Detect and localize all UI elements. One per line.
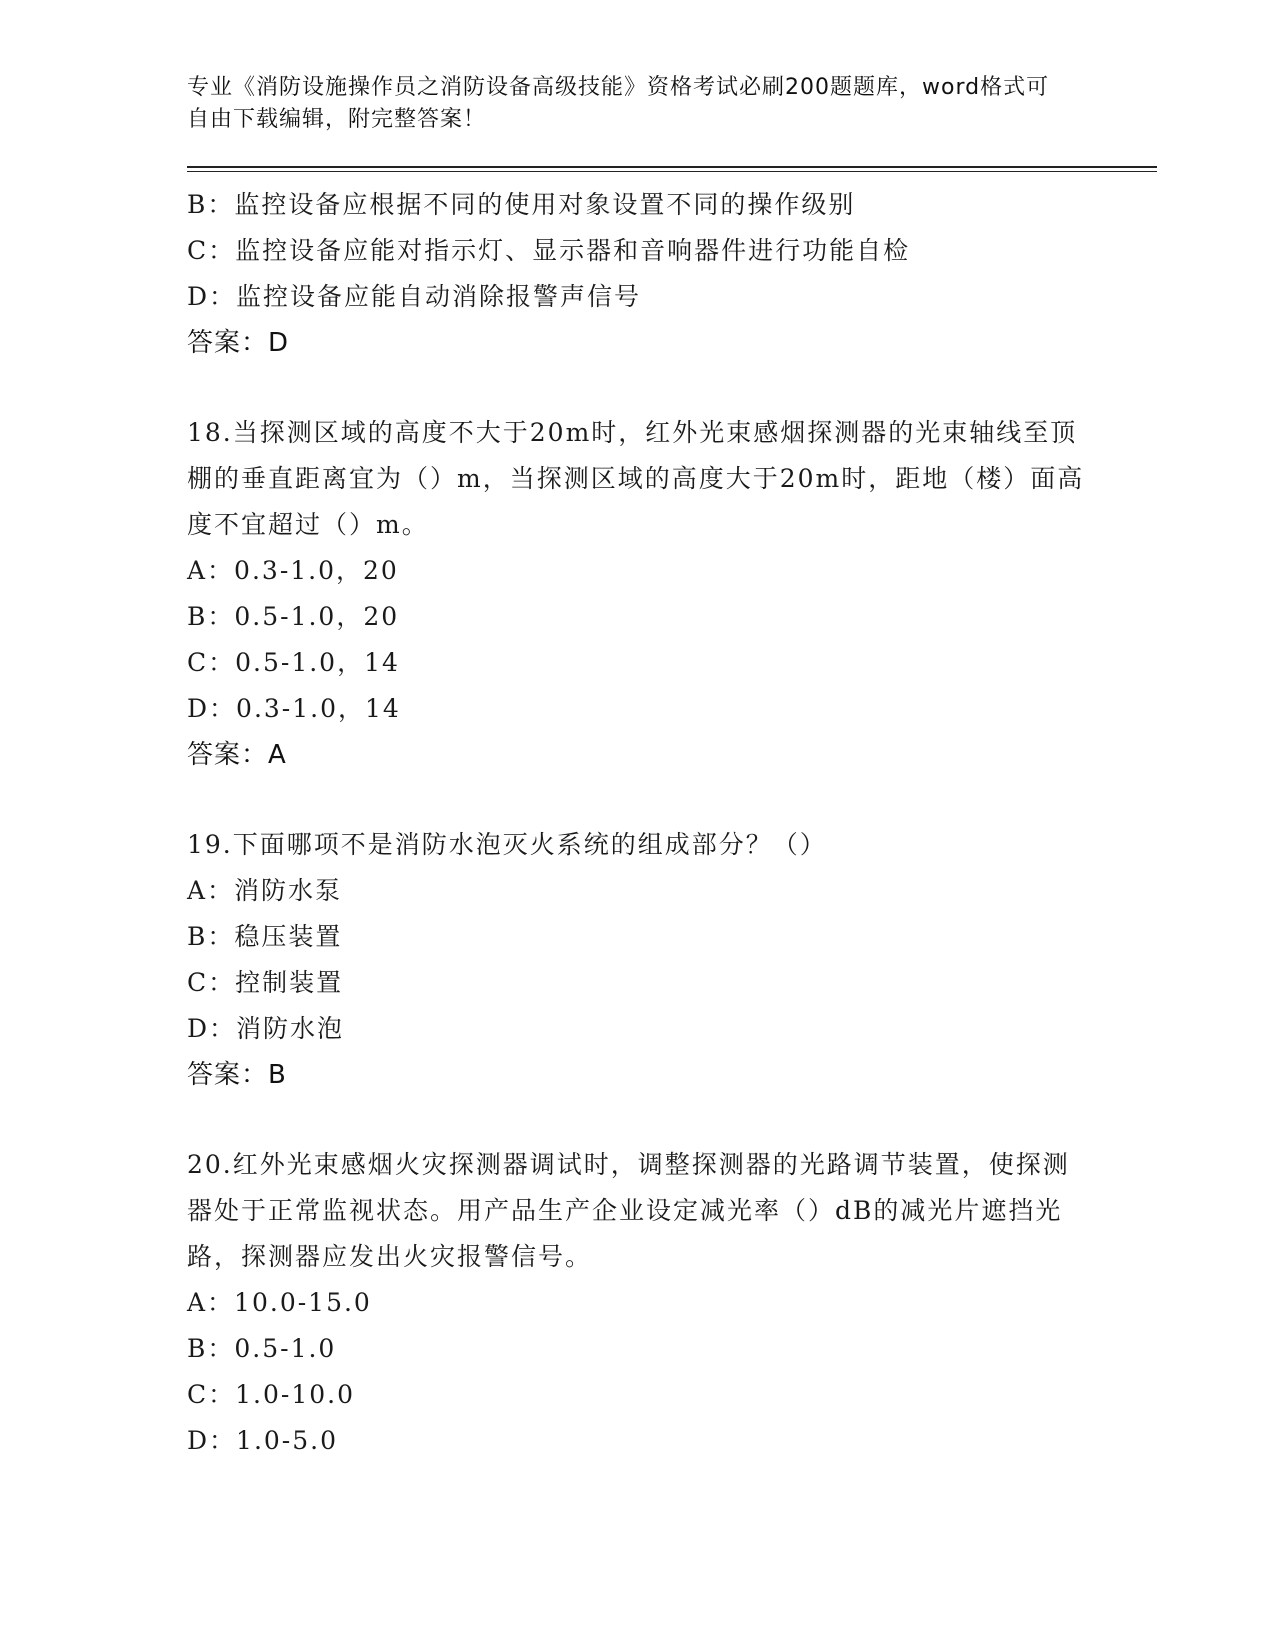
q20-option-a: A：10.0-15.0 <box>187 1288 372 1317</box>
q17-option-c: C：监控设备应能对指示灯、显示器和音响器件进行功能自检 <box>187 236 911 265</box>
document-header: 专业《消防设施操作员之消防设备高级技能》资格考试必刷200题题库，word格式可自由下载编辑，附完整答案！ <box>187 75 1050 132</box>
q19-answer: 答案：B <box>187 1060 287 1090</box>
q18-option-c: C：0.5-1.0，14 <box>187 648 400 677</box>
q20-stem: 20.红外光束感烟火灾探测器调试时，调整探测器的光路调节装置，使探测器处于正常监视状态。用产品生产企业设定减光率（）dB的减光片遮挡光路，探测器应发出火灾报警信号。 <box>187 1150 1070 1271</box>
q19-option-d: D：消防水泡 <box>187 1014 345 1043</box>
q19-stem: 19.下面哪项不是消防水泡灭火系统的组成部分？（） <box>187 830 827 859</box>
q18-stem: 18.当探测区域的高度不大于20m时，红外光束感烟探测器的光束轴线至顶棚的垂直距离宜为（）m，当探测区域的高度大于20m时，距地（楼）面高度不宜超过（）m。 <box>187 418 1085 539</box>
q20-option-c: C：1.0-10.0 <box>187 1380 355 1409</box>
question-20 <box>187 1142 1157 1464</box>
q18-option-d: D：0.3-1.0，14 <box>187 694 401 723</box>
question-17-tail <box>187 182 1157 320</box>
spacer <box>187 778 1157 822</box>
header-divider <box>187 166 1157 172</box>
q20-option-b: B：0.5-1.0 <box>187 1334 337 1363</box>
question-19 <box>187 822 1157 1052</box>
q19-option-c: C：控制装置 <box>187 968 344 997</box>
q18-option-b: B：0.5-1.0，20 <box>187 602 400 631</box>
q17-option-b: B：监控设备应根据不同的使用对象设置不同的操作级别 <box>187 190 856 219</box>
q18-option-a: A：0.3-1.0，20 <box>187 556 399 585</box>
spacer <box>187 1098 1157 1142</box>
q19-option-b: B：稳压装置 <box>187 922 343 951</box>
document-page <box>187 72 1157 1464</box>
spacer <box>187 366 1157 410</box>
question-18 <box>187 410 1157 732</box>
q18-answer: 答案：A <box>187 740 287 770</box>
q17-option-d: D：监控设备应能自动消除报警声信号 <box>187 282 642 311</box>
q20-option-d: D：1.0-5.0 <box>187 1426 339 1455</box>
q17-answer: 答案：D <box>187 328 290 358</box>
q19-option-a: A：消防水泵 <box>187 876 343 905</box>
